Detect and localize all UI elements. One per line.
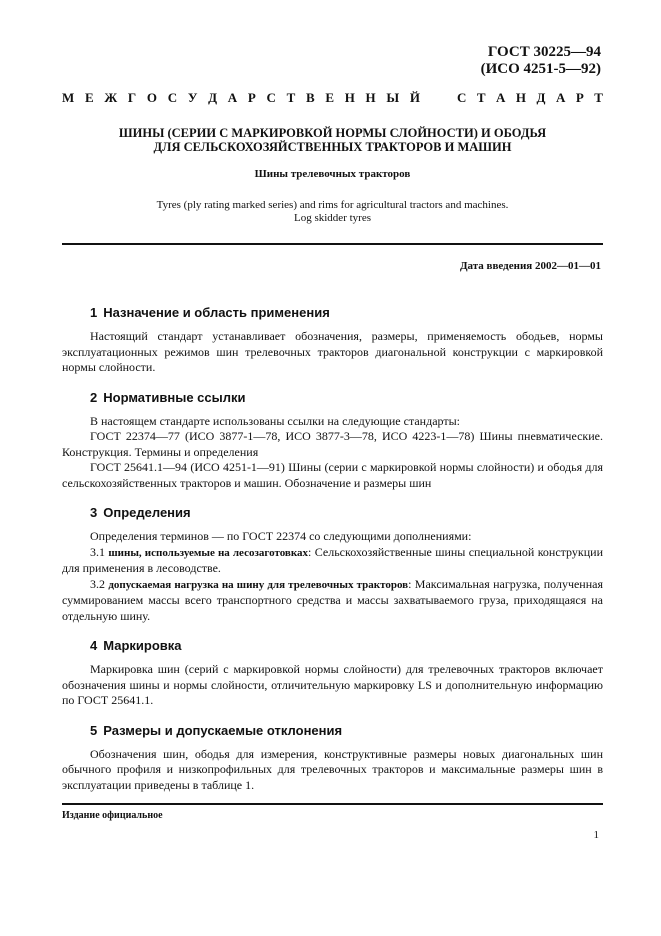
heading-letter: С bbox=[167, 90, 178, 105]
defined-term: шины, используемые на лесозаготовках bbox=[108, 546, 309, 559]
paragraph-text: Настоящий стандарт устанавливает обозначения, размеры, применяемость ободьев, нормы эксплуатационных режимов шин трелевочных тракторов диагональной конструкции с маркировкой нормы слойности. bbox=[62, 329, 603, 374]
english-title-line-2: Log skidder tyres bbox=[294, 212, 371, 224]
document-body bbox=[62, 305, 603, 793]
iso-code: (ИСО 4251-5—92) bbox=[480, 61, 601, 77]
section-4 bbox=[62, 638, 603, 709]
section-1 bbox=[62, 305, 603, 376]
english-title-line-1: Tyres (ply rating marked series) and rims for agricultural tractors and machines. bbox=[156, 199, 509, 211]
section-title: Назначение и область применения bbox=[103, 305, 330, 320]
heading-letter: Р bbox=[575, 90, 584, 105]
section-heading bbox=[90, 305, 603, 321]
clause-number: 3.2 bbox=[90, 576, 105, 591]
heading-letter: Е bbox=[84, 90, 94, 105]
heading-letter: Т bbox=[476, 90, 486, 105]
paragraph-text: ГОСТ 22374—77 (ИСО 3877-1—78, ИСО 3877-3—78, ИСО 4223-1—78) Шины пневматические. Конструкция. Термины и определения bbox=[62, 429, 603, 459]
standard-word bbox=[457, 90, 603, 106]
heading-letter: Й bbox=[409, 90, 420, 105]
section-heading bbox=[90, 723, 603, 739]
section-number: 1 bbox=[90, 305, 98, 320]
paragraph bbox=[62, 429, 603, 460]
gost-code: ГОСТ 30225—94 bbox=[487, 44, 601, 60]
paragraph bbox=[62, 662, 603, 709]
heading-letter: С bbox=[266, 90, 276, 105]
heading-letter: Г bbox=[127, 90, 137, 105]
definition-text: : Максимальная нагрузка, полученная суммированием массы всего транспортного средства и массы захватываемого груза, приходящаяся на отдельную шину. bbox=[62, 576, 603, 623]
interstate-word bbox=[62, 90, 420, 106]
paragraph-text: В настоящем стандарте использованы ссылки на следующие стандарты: bbox=[90, 413, 461, 428]
section-number: 4 bbox=[90, 638, 98, 653]
heading-letter: Н bbox=[515, 90, 527, 105]
section-heading bbox=[90, 390, 603, 406]
document-subtitle: Шины трелевочных тракторов bbox=[254, 168, 411, 180]
heading-letter: А bbox=[555, 90, 566, 105]
standard-code-block bbox=[481, 44, 601, 78]
heading-letter: Ж bbox=[104, 90, 118, 105]
section-3 bbox=[62, 505, 603, 624]
paragraph-text: Маркировка шин (серий с маркировкой нормы слойности) для трелевочных тракторов включает обозначения шины и нормы слойности, отличительную маркировку LS и дополнительную информацию по ГОСТ 25641.1. bbox=[62, 662, 603, 707]
section-number: 2 bbox=[90, 389, 98, 405]
heading-letter: В bbox=[305, 90, 315, 105]
heading-letter: Н bbox=[344, 90, 355, 105]
paragraph bbox=[62, 747, 603, 794]
section-title: Маркировка bbox=[103, 638, 182, 653]
definition-text: : Сельскохозяйственные шины специальной конструкции для применения в лесоводстве. bbox=[62, 544, 603, 575]
paragraph bbox=[62, 329, 603, 376]
heading-letter: Е bbox=[325, 90, 334, 105]
defined-term: допускаемая нагрузка на шину для трелевочных тракторов bbox=[108, 578, 409, 591]
heading-letter: Т bbox=[594, 90, 603, 105]
english-title bbox=[62, 199, 603, 225]
heading-letter: А bbox=[227, 90, 238, 105]
top-divider bbox=[62, 243, 603, 245]
bottom-divider bbox=[62, 803, 603, 805]
heading-letter: Н bbox=[365, 90, 376, 105]
heading-letter: А bbox=[496, 90, 506, 105]
heading-letter: Д bbox=[208, 90, 218, 105]
heading-letter: О bbox=[146, 90, 158, 105]
document-title bbox=[62, 126, 603, 154]
section-2 bbox=[62, 389, 603, 492]
heading-letter: Т bbox=[286, 90, 296, 105]
paragraph bbox=[62, 529, 603, 545]
heading-letter: Р bbox=[247, 90, 256, 105]
section-title: Нормативные ссылки bbox=[103, 389, 246, 405]
heading-letter: Ы bbox=[386, 90, 400, 105]
title-line-2: ДЛЯ СЕЛЬСКОХОЗЯЙСТВЕННЫХ ТРАКТОРОВ И МАШИН bbox=[153, 140, 512, 154]
official-edition-label: Издание официальное bbox=[62, 810, 163, 821]
heading-letter: У bbox=[187, 90, 198, 105]
introduction-date: Дата введения 2002—01—01 bbox=[459, 260, 601, 272]
title-line-1: ШИНЫ (СЕРИИ С МАРКИРОВКОЙ НОРМЫ СЛОЙНОСТИ) И ОБОДЬЯ bbox=[118, 126, 547, 140]
clause-number: 3.1 bbox=[90, 544, 105, 559]
paragraph-text: Обозначения шин, ободья для измерения, конструктивные размеры новых диагональных шин обычного профиля и низкопрофильных для трелевочных тракторов и максимальные размеры шин в эксплуатации приведены в таблице 1. bbox=[62, 746, 603, 792]
paragraph bbox=[62, 414, 603, 430]
section-heading bbox=[90, 638, 603, 654]
page-number: 1 bbox=[593, 829, 599, 841]
heading-letter: С bbox=[457, 90, 467, 105]
interstate-standard-heading bbox=[62, 90, 603, 106]
section-title: Определения bbox=[103, 505, 191, 520]
section-5 bbox=[62, 722, 603, 794]
paragraph bbox=[62, 460, 603, 491]
heading-letter: Д bbox=[536, 90, 546, 105]
definition-paragraph bbox=[62, 577, 603, 625]
paragraph-text: Определения терминов — по ГОСТ 22374 со следующими дополнениями: bbox=[90, 529, 472, 543]
section-heading bbox=[90, 505, 603, 521]
section-number: 5 bbox=[90, 722, 98, 738]
section-title: Размеры и допускаемые отклонения bbox=[103, 722, 343, 738]
section-number: 3 bbox=[90, 505, 98, 520]
definition-paragraph bbox=[62, 545, 603, 577]
paragraph-text: ГОСТ 25641.1—94 (ИСО 4251-1—91) Шины (серии с маркировкой нормы слойности) и ободья для сельскохозяйственных тракторов и машин. Обозначение и размеры шин bbox=[62, 460, 603, 490]
heading-letter: М bbox=[62, 90, 75, 105]
